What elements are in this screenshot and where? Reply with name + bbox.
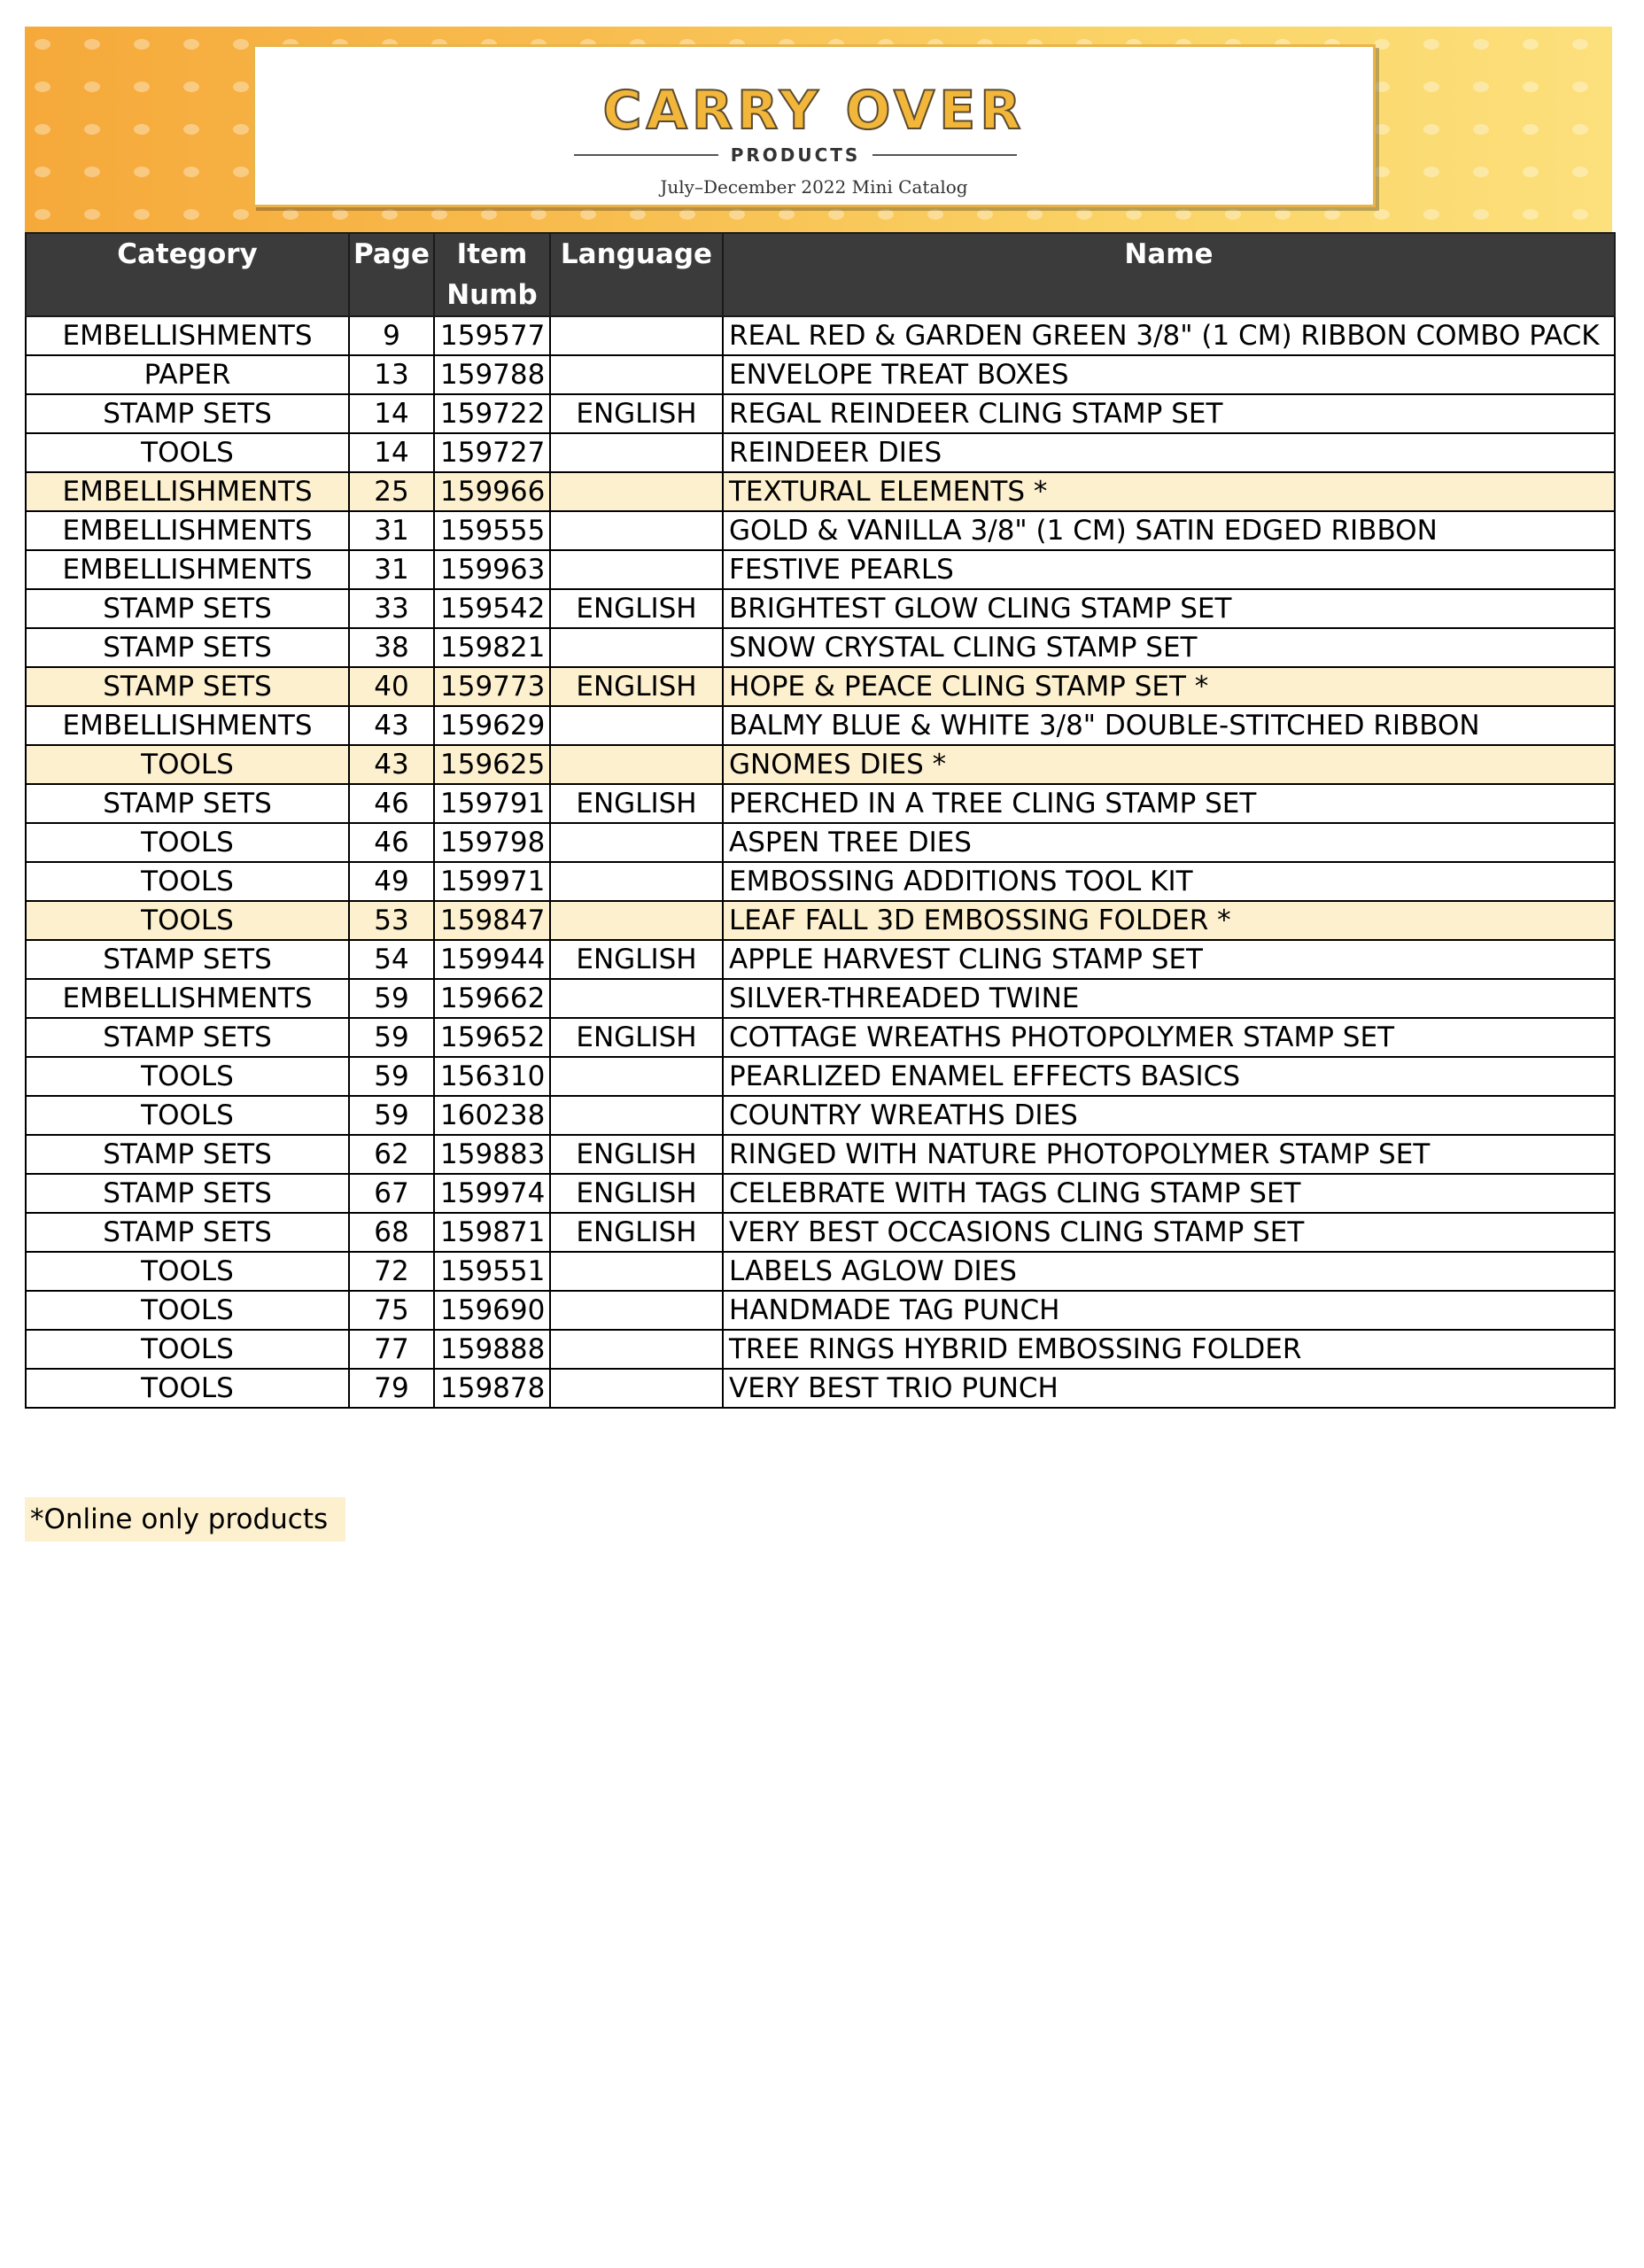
- cell-name: GOLD & VANILLA 3/8" (1 CM) SATIN EDGED RIBBON: [723, 511, 1615, 550]
- header-item-number: Item Numb: [434, 233, 550, 316]
- table-row: [26, 1096, 1615, 1135]
- table-row: [26, 589, 1615, 628]
- table-row: [26, 1213, 1615, 1252]
- cell-page: 79: [349, 1369, 434, 1408]
- cell-language: ENGLISH: [550, 1018, 723, 1057]
- cell-page: 49: [349, 862, 434, 901]
- banner-title: CARRY OVER: [602, 80, 1026, 142]
- banner-rule-left: [574, 154, 718, 156]
- cell-name: COUNTRY WREATHS DIES: [723, 1096, 1615, 1135]
- cell-name: BALMY BLUE & WHITE 3/8" DOUBLE-STITCHED RIBBON: [723, 706, 1615, 745]
- cell-language: [550, 1252, 723, 1291]
- cell-item-number: 159788: [434, 355, 550, 394]
- cell-category: STAMP SETS: [26, 589, 349, 628]
- cell-page: 9: [349, 316, 434, 355]
- cell-name: VERY BEST TRIO PUNCH: [723, 1369, 1615, 1408]
- cell-language: [550, 823, 723, 862]
- header-name: Name: [723, 233, 1615, 316]
- cell-language: ENGLISH: [550, 1135, 723, 1174]
- cell-language: [550, 1369, 723, 1408]
- cell-item-number: 159871: [434, 1213, 550, 1252]
- cell-name: PEARLIZED ENAMEL EFFECTS BASICS: [723, 1057, 1615, 1096]
- cell-page: 54: [349, 940, 434, 979]
- cell-language: [550, 1057, 723, 1096]
- table-row: [26, 511, 1615, 550]
- cell-category: TOOLS: [26, 1096, 349, 1135]
- cell-page: 38: [349, 628, 434, 667]
- cell-page: 62: [349, 1135, 434, 1174]
- cell-name: REAL RED & GARDEN GREEN 3/8" (1 CM) RIBBON COMBO PACK: [723, 316, 1615, 355]
- cell-category: EMBELLISHMENTS: [26, 706, 349, 745]
- cell-item-number: 159542: [434, 589, 550, 628]
- cell-page: 75: [349, 1291, 434, 1330]
- cell-name: ASPEN TREE DIES: [723, 823, 1615, 862]
- cell-page: 59: [349, 1096, 434, 1135]
- table-header-row: [26, 233, 1615, 316]
- table-row: [26, 1252, 1615, 1291]
- cell-language: [550, 316, 723, 355]
- cell-item-number: 159629: [434, 706, 550, 745]
- cell-item-number: 159551: [434, 1252, 550, 1291]
- cell-category: TOOLS: [26, 823, 349, 862]
- cell-page: 59: [349, 979, 434, 1018]
- cell-category: STAMP SETS: [26, 1174, 349, 1213]
- cell-name: EMBOSSING ADDITIONS TOOL KIT: [723, 862, 1615, 901]
- cell-category: STAMP SETS: [26, 628, 349, 667]
- cell-name: SNOW CRYSTAL CLING STAMP SET: [723, 628, 1615, 667]
- table-row: [26, 316, 1615, 355]
- cell-page: 43: [349, 706, 434, 745]
- cell-name: PERCHED IN A TREE CLING STAMP SET: [723, 784, 1615, 823]
- cell-page: 53: [349, 901, 434, 940]
- cell-name: LEAF FALL 3D EMBOSSING FOLDER *: [723, 901, 1615, 940]
- cell-language: [550, 1330, 723, 1369]
- cell-category: EMBELLISHMENTS: [26, 316, 349, 355]
- cell-page: 40: [349, 667, 434, 706]
- cell-language: [550, 433, 723, 472]
- cell-page: 14: [349, 433, 434, 472]
- cell-page: 59: [349, 1057, 434, 1096]
- banner-subtitle-row: [574, 143, 1017, 167]
- table-row: [26, 355, 1615, 394]
- cell-item-number: 159798: [434, 823, 550, 862]
- cell-language: [550, 511, 723, 550]
- cell-page: 77: [349, 1330, 434, 1369]
- cell-page: 25: [349, 472, 434, 511]
- table-row: [26, 940, 1615, 979]
- cell-item-number: 159727: [434, 433, 550, 472]
- cell-name: CELEBRATE WITH TAGS CLING STAMP SET: [723, 1174, 1615, 1213]
- cell-page: 68: [349, 1213, 434, 1252]
- cell-language: ENGLISH: [550, 940, 723, 979]
- cell-language: [550, 862, 723, 901]
- cell-item-number: 159821: [434, 628, 550, 667]
- cell-item-number: 159974: [434, 1174, 550, 1213]
- cell-language: [550, 1291, 723, 1330]
- cell-page: 14: [349, 394, 434, 433]
- cell-category: TOOLS: [26, 1330, 349, 1369]
- cell-category: EMBELLISHMENTS: [26, 550, 349, 589]
- cell-item-number: 160238: [434, 1096, 550, 1135]
- cell-name: REGAL REINDEER CLING STAMP SET: [723, 394, 1615, 433]
- online-only-footnote: *Online only products: [25, 1497, 345, 1542]
- cell-language: [550, 355, 723, 394]
- table-row: [26, 1018, 1615, 1057]
- table-row: [26, 550, 1615, 589]
- cell-name: GNOMES DIES *: [723, 745, 1615, 784]
- table-row: [26, 667, 1615, 706]
- cell-item-number: 159555: [434, 511, 550, 550]
- cell-name: VERY BEST OCCASIONS CLING STAMP SET: [723, 1213, 1615, 1252]
- cell-item-number: 156310: [434, 1057, 550, 1096]
- table-row: [26, 394, 1615, 433]
- cell-page: 33: [349, 589, 434, 628]
- cell-category: TOOLS: [26, 862, 349, 901]
- cell-category: STAMP SETS: [26, 394, 349, 433]
- cell-page: 72: [349, 1252, 434, 1291]
- cell-category: PAPER: [26, 355, 349, 394]
- header-page: Page: [349, 233, 434, 316]
- cell-name: RINGED WITH NATURE PHOTOPOLYMER STAMP SET: [723, 1135, 1615, 1174]
- cell-language: ENGLISH: [550, 394, 723, 433]
- cell-language: ENGLISH: [550, 667, 723, 706]
- cell-item-number: 159963: [434, 550, 550, 589]
- table-row: [26, 901, 1615, 940]
- cell-name: LABELS AGLOW DIES: [723, 1252, 1615, 1291]
- banner-rule-right: [872, 154, 1017, 156]
- cell-category: STAMP SETS: [26, 667, 349, 706]
- cell-category: STAMP SETS: [26, 784, 349, 823]
- table-row: [26, 784, 1615, 823]
- cell-language: [550, 901, 723, 940]
- cell-language: [550, 745, 723, 784]
- carry-over-products-table: [25, 232, 1616, 1409]
- banner-caption: July–December 2022 Mini Catalog: [660, 176, 968, 198]
- cell-name: REINDEER DIES: [723, 433, 1615, 472]
- cell-language: [550, 1096, 723, 1135]
- table-row: [26, 745, 1615, 784]
- cell-category: TOOLS: [26, 901, 349, 940]
- cell-item-number: 159577: [434, 316, 550, 355]
- cell-page: 31: [349, 550, 434, 589]
- table-row: [26, 823, 1615, 862]
- header-language: Language: [550, 233, 723, 316]
- cell-category: EMBELLISHMENTS: [26, 472, 349, 511]
- cell-category: TOOLS: [26, 1252, 349, 1291]
- table-row: [26, 1174, 1615, 1213]
- table-row: [26, 433, 1615, 472]
- banner-subtitle: PRODUCTS: [730, 144, 861, 166]
- cell-name: HANDMADE TAG PUNCH: [723, 1291, 1615, 1330]
- cell-name: FESTIVE PEARLS: [723, 550, 1615, 589]
- cell-category: EMBELLISHMENTS: [26, 979, 349, 1018]
- cell-language: ENGLISH: [550, 784, 723, 823]
- cell-item-number: 159971: [434, 862, 550, 901]
- cell-name: TREE RINGS HYBRID EMBOSSING FOLDER: [723, 1330, 1615, 1369]
- cell-category: STAMP SETS: [26, 1018, 349, 1057]
- cell-language: [550, 472, 723, 511]
- banner-card: [252, 44, 1376, 207]
- cell-language: ENGLISH: [550, 1174, 723, 1213]
- table-row: [26, 1057, 1615, 1096]
- catalog-banner: [25, 27, 1612, 232]
- header-category: Category: [26, 233, 349, 316]
- table-row: [26, 1291, 1615, 1330]
- cell-page: 59: [349, 1018, 434, 1057]
- cell-item-number: 159883: [434, 1135, 550, 1174]
- cell-page: 31: [349, 511, 434, 550]
- cell-name: SILVER-THREADED TWINE: [723, 979, 1615, 1018]
- cell-item-number: 159944: [434, 940, 550, 979]
- cell-page: 43: [349, 745, 434, 784]
- cell-category: TOOLS: [26, 1057, 349, 1096]
- cell-item-number: 159652: [434, 1018, 550, 1057]
- cell-item-number: 159773: [434, 667, 550, 706]
- cell-name: HOPE & PEACE CLING STAMP SET *: [723, 667, 1615, 706]
- cell-item-number: 159690: [434, 1291, 550, 1330]
- cell-category: STAMP SETS: [26, 1135, 349, 1174]
- cell-name: COTTAGE WREATHS PHOTOPOLYMER STAMP SET: [723, 1018, 1615, 1057]
- cell-language: [550, 628, 723, 667]
- cell-category: EMBELLISHMENTS: [26, 511, 349, 550]
- table-row: [26, 979, 1615, 1018]
- cell-item-number: 159662: [434, 979, 550, 1018]
- cell-item-number: 159791: [434, 784, 550, 823]
- cell-page: 67: [349, 1174, 434, 1213]
- cell-language: [550, 550, 723, 589]
- cell-category: TOOLS: [26, 1291, 349, 1330]
- table-row: [26, 472, 1615, 511]
- table-row: [26, 1135, 1615, 1174]
- cell-item-number: 159625: [434, 745, 550, 784]
- cell-language: [550, 706, 723, 745]
- cell-language: ENGLISH: [550, 589, 723, 628]
- cell-category: TOOLS: [26, 433, 349, 472]
- cell-name: ENVELOPE TREAT BOXES: [723, 355, 1615, 394]
- cell-item-number: 159888: [434, 1330, 550, 1369]
- cell-item-number: 159722: [434, 394, 550, 433]
- table-row: [26, 706, 1615, 745]
- cell-page: 13: [349, 355, 434, 394]
- cell-name: TEXTURAL ELEMENTS *: [723, 472, 1615, 511]
- table-row: [26, 628, 1615, 667]
- cell-name: APPLE HARVEST CLING STAMP SET: [723, 940, 1615, 979]
- cell-category: TOOLS: [26, 1369, 349, 1408]
- table-row: [26, 1330, 1615, 1369]
- cell-page: 46: [349, 823, 434, 862]
- cell-language: ENGLISH: [550, 1213, 723, 1252]
- table-row: [26, 862, 1615, 901]
- table-row: [26, 1369, 1615, 1408]
- cell-category: TOOLS: [26, 745, 349, 784]
- cell-item-number: 159966: [434, 472, 550, 511]
- cell-category: STAMP SETS: [26, 940, 349, 979]
- cell-language: [550, 979, 723, 1018]
- cell-name: BRIGHTEST GLOW CLING STAMP SET: [723, 589, 1615, 628]
- table-body: [26, 316, 1615, 1408]
- cell-item-number: 159847: [434, 901, 550, 940]
- cell-category: STAMP SETS: [26, 1213, 349, 1252]
- cell-item-number: 159878: [434, 1369, 550, 1408]
- cell-page: 46: [349, 784, 434, 823]
